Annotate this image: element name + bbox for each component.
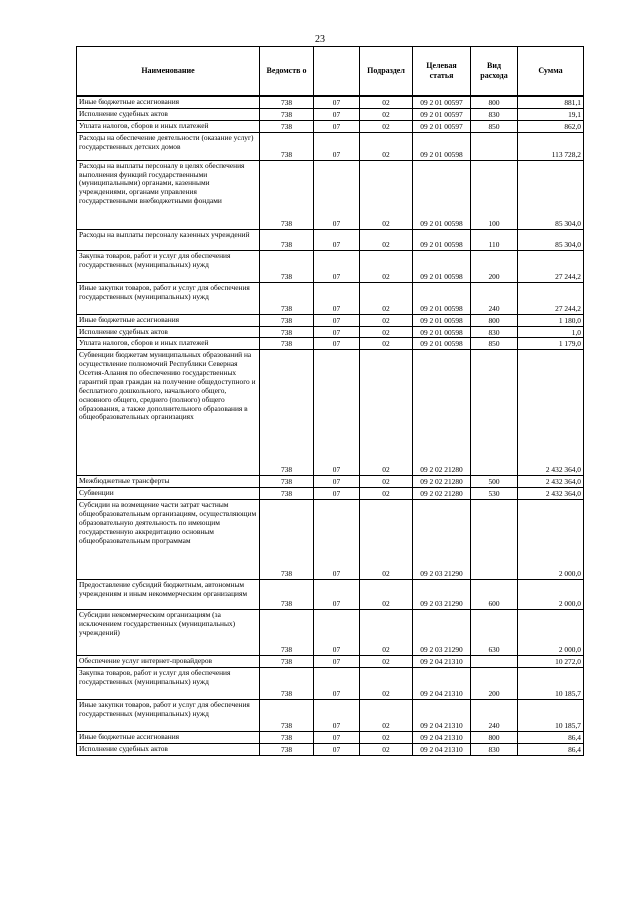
cell-podrazdel: 02 (360, 314, 413, 326)
cell-podrazdel: 02 (360, 326, 413, 338)
cell-razdel: 07 (314, 610, 360, 656)
cell-ved: 738 (260, 731, 314, 743)
cell-podrazdel: 02 (360, 667, 413, 699)
cell-vid (471, 656, 518, 668)
cell-sum: 1 179,0 (518, 338, 584, 350)
cell-target: 09 2 02 21280 (413, 488, 471, 500)
cell-target: 09 2 04 21310 (413, 656, 471, 668)
cell-podrazdel: 02 (360, 120, 413, 132)
cell-ved: 738 (260, 610, 314, 656)
cell-name: Уплата налогов, сборов и иных платежей (77, 338, 260, 350)
cell-podrazdel: 02 (360, 743, 413, 755)
cell-name: Субвенции (77, 488, 260, 500)
table-row (77, 250, 584, 282)
cell-razdel: 07 (314, 488, 360, 500)
cell-razdel: 07 (314, 500, 360, 580)
table-row (77, 743, 584, 755)
cell-razdel: 07 (314, 580, 360, 610)
cell-name: Иные бюджетные ассигнования (77, 731, 260, 743)
cell-vid: 500 (471, 476, 518, 488)
cell-razdel: 07 (314, 667, 360, 699)
cell-target: 09 2 01 00598 (413, 282, 471, 314)
cell-razdel: 07 (314, 229, 360, 250)
cell-razdel: 07 (314, 108, 360, 120)
header-sum: Сумма (518, 47, 584, 97)
header-razdel (314, 47, 360, 97)
table-row (77, 667, 584, 699)
cell-razdel: 07 (314, 96, 360, 108)
cell-name: Расходы на выплаты персоналу казенных учреждений (77, 229, 260, 250)
cell-vid: 830 (471, 326, 518, 338)
cell-sum: 2 000,0 (518, 610, 584, 656)
cell-vid: 110 (471, 229, 518, 250)
table-row (77, 326, 584, 338)
cell-ved: 738 (260, 229, 314, 250)
cell-podrazdel: 02 (360, 610, 413, 656)
cell-podrazdel: 02 (360, 229, 413, 250)
table-row (77, 699, 584, 731)
cell-name: Закупка товаров, работ и услуг для обеспечения государственных (муниципальных) нужд (77, 250, 260, 282)
table-row (77, 488, 584, 500)
cell-ved: 738 (260, 108, 314, 120)
cell-sum: 19,1 (518, 108, 584, 120)
cell-target: 09 2 04 21310 (413, 667, 471, 699)
cell-podrazdel: 02 (360, 250, 413, 282)
cell-vid: 240 (471, 282, 518, 314)
cell-target: 09 2 01 00598 (413, 250, 471, 282)
table-row (77, 338, 584, 350)
cell-name: Исполнение судебных актов (77, 326, 260, 338)
cell-ved: 738 (260, 350, 314, 476)
cell-sum: 86,4 (518, 731, 584, 743)
cell-vid: 800 (471, 96, 518, 108)
cell-sum: 2 432 364,0 (518, 350, 584, 476)
cell-ved: 738 (260, 282, 314, 314)
cell-target: 09 2 04 21310 (413, 731, 471, 743)
cell-ved: 738 (260, 667, 314, 699)
cell-sum: 2 432 364,0 (518, 476, 584, 488)
cell-name: Предоставление субсидий бюджетным, автономным учреждениям и иным некоммерческим организациям (77, 580, 260, 610)
cell-vid: 830 (471, 108, 518, 120)
cell-vid: 850 (471, 338, 518, 350)
cell-podrazdel: 02 (360, 132, 413, 160)
cell-razdel: 07 (314, 160, 360, 229)
cell-name: Обеспечение услуг интернет-провайдеров (77, 656, 260, 668)
table-row (77, 108, 584, 120)
cell-sum: 10 185,7 (518, 667, 584, 699)
cell-razdel: 07 (314, 731, 360, 743)
cell-target: 09 2 03 21290 (413, 500, 471, 580)
cell-name: Субсидии некоммерческим организациям (за исключением государственных (муниципальных) учреждений) (77, 610, 260, 656)
table-row (77, 656, 584, 668)
cell-podrazdel: 02 (360, 731, 413, 743)
cell-name: Иные закупки товаров, работ и услуг для обеспечения государственных (муниципальных) нужд (77, 699, 260, 731)
cell-razdel: 07 (314, 699, 360, 731)
cell-ved: 738 (260, 314, 314, 326)
cell-target: 09 2 01 00598 (413, 132, 471, 160)
cell-razdel: 07 (314, 743, 360, 755)
cell-podrazdel: 02 (360, 108, 413, 120)
cell-podrazdel: 02 (360, 656, 413, 668)
cell-ved: 738 (260, 96, 314, 108)
cell-vid: 630 (471, 610, 518, 656)
page-number: 23 (315, 34, 325, 45)
table-row (77, 160, 584, 229)
cell-name: Иные закупки товаров, работ и услуг для обеспечения государственных (муниципальных) нужд (77, 282, 260, 314)
cell-vid (471, 132, 518, 160)
cell-sum: 2 000,0 (518, 500, 584, 580)
cell-sum: 881,1 (518, 96, 584, 108)
cell-target: 09 2 01 00598 (413, 326, 471, 338)
cell-podrazdel: 02 (360, 160, 413, 229)
cell-vid: 830 (471, 743, 518, 755)
table-row (77, 580, 584, 610)
table-row (77, 96, 584, 108)
cell-sum: 1 180,0 (518, 314, 584, 326)
cell-target: 09 2 01 00598 (413, 229, 471, 250)
cell-vid: 600 (471, 580, 518, 610)
cell-ved: 738 (260, 699, 314, 731)
cell-razdel: 07 (314, 338, 360, 350)
cell-ved: 738 (260, 488, 314, 500)
cell-ved: 738 (260, 580, 314, 610)
header-name: Наименование (77, 47, 260, 97)
cell-sum: 2 432 364,0 (518, 488, 584, 500)
cell-sum: 10 185,7 (518, 699, 584, 731)
cell-name: Закупка товаров, работ и услуг для обеспечения государственных (муниципальных) нужд (77, 667, 260, 699)
cell-target: 09 2 03 21290 (413, 580, 471, 610)
cell-ved: 738 (260, 120, 314, 132)
table-row (77, 120, 584, 132)
cell-vid: 200 (471, 667, 518, 699)
cell-ved: 738 (260, 132, 314, 160)
cell-podrazdel: 02 (360, 350, 413, 476)
cell-vid: 530 (471, 488, 518, 500)
cell-razdel: 07 (314, 314, 360, 326)
table-row (77, 350, 584, 476)
cell-ved: 738 (260, 656, 314, 668)
cell-vid: 800 (471, 314, 518, 326)
cell-name: Субвенции бюджетам муниципальных образований на осуществление полномочий Республики Северная Осетия-Алания по обеспечению государственных гарантий прав граждан на получение общедоступного и бесплатного дошкольного, начального общего, основного общего, среднего (полного) общего образования, а также дополнительного образования в общеобразовательных организациях (77, 350, 260, 476)
table-row (77, 731, 584, 743)
cell-target: 09 2 01 00598 (413, 314, 471, 326)
cell-target: 09 2 02 21280 (413, 350, 471, 476)
header-ved: Ведомств о (260, 47, 314, 97)
cell-vid: 100 (471, 160, 518, 229)
cell-podrazdel: 02 (360, 488, 413, 500)
budget-table (76, 46, 584, 756)
cell-podrazdel: 02 (360, 338, 413, 350)
table-row (77, 500, 584, 580)
cell-sum: 862,0 (518, 120, 584, 132)
cell-razdel: 07 (314, 476, 360, 488)
cell-razdel: 07 (314, 350, 360, 476)
cell-sum: 27 244,2 (518, 282, 584, 314)
cell-sum: 113 728,2 (518, 132, 584, 160)
cell-target: 09 2 02 21280 (413, 476, 471, 488)
cell-target: 09 2 03 21290 (413, 610, 471, 656)
cell-sum: 1,0 (518, 326, 584, 338)
cell-name: Иные бюджетные ассигнования (77, 314, 260, 326)
cell-target: 09 2 01 00597 (413, 96, 471, 108)
cell-name: Субсидии на возмещение части затрат частным общеобразовательным организациям, осуществляющим образовательную деятельность по имеющим государственную аккредитацию основным общеобразовательным программам (77, 500, 260, 580)
cell-razdel: 07 (314, 326, 360, 338)
cell-vid: 200 (471, 250, 518, 282)
cell-vid: 800 (471, 731, 518, 743)
cell-target: 09 2 04 21310 (413, 743, 471, 755)
cell-ved: 738 (260, 743, 314, 755)
cell-name: Расходы на обеспечение деятельности (оказание услуг) государственных детских домов (77, 132, 260, 160)
cell-ved: 738 (260, 326, 314, 338)
cell-podrazdel: 02 (360, 500, 413, 580)
cell-vid: 240 (471, 699, 518, 731)
cell-target: 09 2 01 00598 (413, 338, 471, 350)
cell-vid (471, 500, 518, 580)
cell-target: 09 2 01 00597 (413, 120, 471, 132)
cell-name: Уплата налогов, сборов и иных платежей (77, 120, 260, 132)
header-vid: Вид расхода (471, 47, 518, 97)
header-target: Целевая статья (413, 47, 471, 97)
cell-sum: 10 272,0 (518, 656, 584, 668)
cell-ved: 738 (260, 500, 314, 580)
table-row (77, 132, 584, 160)
cell-ved: 738 (260, 338, 314, 350)
cell-vid (471, 350, 518, 476)
table-row (77, 282, 584, 314)
cell-target: 09 2 01 00597 (413, 108, 471, 120)
cell-razdel: 07 (314, 656, 360, 668)
cell-name: Межбюджетные трансферты (77, 476, 260, 488)
cell-podrazdel: 02 (360, 476, 413, 488)
table-row (77, 229, 584, 250)
cell-sum: 85 304,0 (518, 229, 584, 250)
cell-razdel: 07 (314, 120, 360, 132)
cell-sum: 86,4 (518, 743, 584, 755)
cell-podrazdel: 02 (360, 699, 413, 731)
cell-podrazdel: 02 (360, 580, 413, 610)
table-row (77, 314, 584, 326)
cell-podrazdel: 02 (360, 96, 413, 108)
cell-razdel: 07 (314, 132, 360, 160)
cell-sum: 2 000,0 (518, 580, 584, 610)
cell-name: Иные бюджетные ассигнования (77, 96, 260, 108)
cell-razdel: 07 (314, 282, 360, 314)
cell-name: Расходы на выплаты персоналу в целях обеспечения выполнения функций государственными (муниципальными) органами, казенными учреждениями, органами управления государственными внебюджетными фондами (77, 160, 260, 229)
cell-sum: 85 304,0 (518, 160, 584, 229)
table-header-row (77, 47, 584, 97)
header-podrazdel: Подраздел (360, 47, 413, 97)
cell-target: 09 2 04 21310 (413, 699, 471, 731)
table-row (77, 610, 584, 656)
cell-vid: 850 (471, 120, 518, 132)
cell-ved: 738 (260, 476, 314, 488)
cell-sum: 27 244,2 (518, 250, 584, 282)
cell-target: 09 2 01 00598 (413, 160, 471, 229)
cell-ved: 738 (260, 250, 314, 282)
cell-ved: 738 (260, 160, 314, 229)
table-row (77, 476, 584, 488)
cell-razdel: 07 (314, 250, 360, 282)
cell-name: Исполнение судебных актов (77, 743, 260, 755)
cell-podrazdel: 02 (360, 282, 413, 314)
cell-name: Исполнение судебных актов (77, 108, 260, 120)
